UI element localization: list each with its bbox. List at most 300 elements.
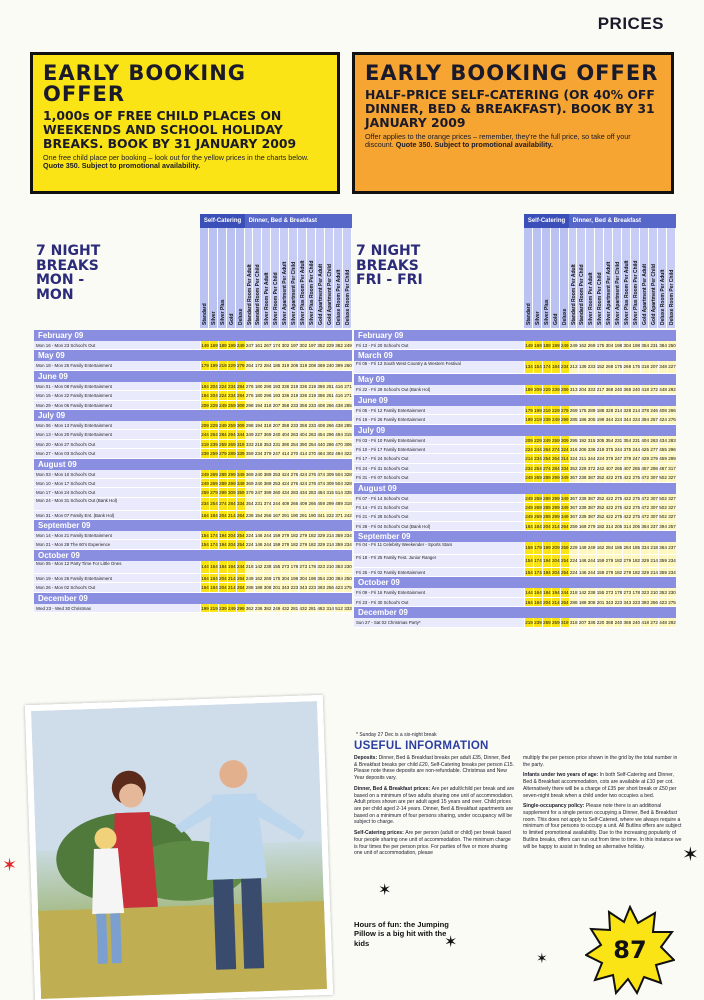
table-row: [354, 341, 676, 350]
price-cell: 269: [569, 407, 578, 413]
table-row: [354, 588, 676, 597]
price-cell: 275: [632, 495, 641, 501]
price-cell: 249: [236, 343, 245, 348]
price-cell: 249: [245, 575, 254, 581]
price-cell: 194: [219, 542, 227, 548]
column-header-label: Gold: [228, 313, 235, 325]
price-cell: 199: [210, 363, 218, 369]
price-cell: 159: [272, 542, 281, 548]
price-cell: 353: [263, 441, 272, 447]
price-cell: 322: [344, 451, 352, 457]
info-text: In both Self-Catering and Dinner, Bed & Breakfast accommodation, cots are available at £10 per cot. Alternatively there will be a charge of £35 per short break or £50 per seven-night break when a child under two occupies a bed.: [523, 772, 677, 799]
price-cell: 371: [335, 512, 343, 518]
price-cell: 249: [560, 343, 569, 348]
column-header-label: Deluxe Room Per Child: [344, 269, 351, 325]
price-cell: 159: [524, 542, 533, 554]
price-cell: 276: [668, 417, 676, 423]
price-cell: 438: [335, 422, 343, 428]
price-cell: 179: [525, 407, 533, 413]
offer-body: One free child place per booking – look out for the yellow prices in the charts below. Quote 350. Subject to promotional availability.: [43, 152, 309, 171]
price-cell: 179: [533, 542, 542, 554]
price-cell: 264: [543, 446, 551, 452]
price-cell: 336: [299, 393, 308, 399]
table-row: [354, 512, 676, 521]
price-cell: 270: [308, 451, 317, 457]
table-row: [354, 503, 676, 512]
price-cell: 315: [326, 490, 334, 496]
price-cell: 210: [325, 561, 334, 573]
price-cell: 308: [587, 599, 596, 605]
price-cell: 288: [245, 585, 254, 591]
price-cell: 164: [534, 590, 542, 596]
price-cell: 240: [614, 620, 623, 626]
price-cell: 209: [551, 542, 560, 554]
row-label: Fri 14 - Fri 21 School's Out: [356, 504, 409, 510]
price-cell: 422: [605, 495, 614, 501]
table-row: [354, 361, 676, 374]
column-header: [236, 228, 245, 328]
month-header: October 09: [354, 577, 676, 588]
row-label: Mon 10 - Mon 17 School's Out: [36, 480, 96, 486]
row-label: Sun 27 - Sat 02 Christmas Party*: [356, 620, 421, 626]
price-cell: 299: [552, 495, 560, 501]
price-cell: 298: [245, 402, 254, 408]
price-cell: 227: [254, 432, 263, 438]
column-header: [334, 228, 343, 328]
price-cell: 231: [632, 437, 641, 443]
price-cell: 489: [334, 498, 343, 510]
price-cell: 289: [219, 471, 227, 477]
price-cell: 198: [614, 343, 623, 348]
group-label-dbb: Dinner, Bed & Breakfast: [569, 214, 676, 228]
price-cell: 279: [650, 456, 658, 462]
info-text: multiply the per person price shown in the grid by the total number in the party.: [523, 755, 678, 768]
price-cell: 408: [659, 407, 667, 413]
price-cell: 349: [245, 432, 254, 438]
price-cell: 284: [236, 383, 245, 389]
price-cell: 175: [272, 575, 281, 581]
offer-title: EARLY BOOKING OFFER: [365, 61, 659, 85]
price-cell: 434: [281, 490, 290, 496]
price-cell: 314: [605, 523, 614, 529]
price-cell: 199: [542, 542, 551, 554]
price-cell: 434: [299, 490, 308, 496]
useful-information: [354, 740, 684, 861]
price-cell: 269: [263, 575, 272, 581]
table-row: [34, 479, 352, 488]
price-cell: 259: [228, 402, 236, 408]
price-cell: 182: [290, 542, 299, 548]
price-cell: 220: [596, 620, 605, 626]
price-cell: 281: [290, 605, 299, 611]
month-header: June 09: [354, 395, 676, 406]
price-cell: 194: [219, 533, 227, 539]
price-cell: 359: [236, 490, 245, 496]
price-cell: 298: [650, 465, 658, 471]
row-cells: [200, 511, 352, 519]
price-cell: 257: [668, 523, 676, 529]
price-cell: 259: [219, 441, 227, 447]
price-cell: 201: [596, 599, 605, 605]
column-header-label: Deluxe Room Per Adult: [335, 269, 342, 325]
column-header: [524, 228, 533, 328]
price-cell: 387: [587, 495, 596, 501]
price-cell: 254: [236, 542, 245, 548]
price-cell: 162: [596, 542, 605, 554]
price-cell: 164: [201, 512, 209, 518]
table-row: [34, 470, 352, 479]
price-cell: 459: [659, 456, 667, 462]
column-header: [343, 228, 352, 328]
price-cell: 487: [659, 465, 667, 471]
month-header: August 09: [354, 483, 676, 494]
price-cell: 329: [317, 542, 326, 548]
row-cells: [524, 415, 676, 423]
price-cell: 204: [228, 533, 236, 539]
price-cell: 284: [622, 542, 631, 554]
price-cell: 302: [299, 343, 308, 348]
price-cell: 309: [228, 490, 236, 496]
column-header: [586, 228, 595, 328]
row-label: Fri 31 - Fri 07 School's Out: [356, 475, 409, 481]
column-header: [227, 228, 236, 328]
price-cell: 219: [210, 605, 218, 611]
column-header-label: Silver Plus Room Per Child: [633, 260, 640, 325]
price-cell: 154: [254, 512, 263, 518]
price-cell: 218: [245, 561, 254, 573]
price-cell: 334: [560, 465, 569, 471]
price-cell: 318: [263, 422, 272, 428]
price-cell: 218: [254, 441, 263, 447]
column-header-label: Standard Room Per Child: [255, 264, 262, 325]
price-cell: 189: [219, 343, 227, 348]
price-cell: 172: [254, 363, 263, 369]
row-label: Fri 21 - Fri 28 School's Out: [356, 514, 409, 520]
price-cell: 289: [219, 480, 227, 486]
price-cell: 259: [228, 422, 236, 428]
price-cell: 180: [254, 393, 263, 399]
price-cell: 307: [650, 475, 658, 481]
table-row: [354, 415, 676, 424]
price-cell: 414: [299, 451, 308, 457]
price-cell: 272: [650, 387, 658, 393]
row-label: Wed 23 - Wed 30 Christmas: [36, 605, 91, 611]
row-cells: [200, 540, 352, 548]
price-cell: 188: [578, 599, 587, 605]
row-cells: [200, 531, 352, 539]
price-cell: 279: [622, 555, 631, 567]
price-cell: 249: [525, 504, 533, 510]
price-cell: 457: [641, 465, 650, 471]
price-cell: 194: [254, 402, 263, 408]
row-cells: [524, 568, 676, 576]
column-header: [560, 228, 569, 328]
price-cell: 252: [596, 475, 605, 481]
price-cell: 344: [587, 456, 596, 462]
useful-column-1: [354, 755, 515, 861]
price-cell: 211: [578, 456, 587, 462]
price-cell: 343: [623, 599, 632, 605]
price-cell: 296: [263, 383, 272, 389]
price-cell: 296: [326, 432, 334, 438]
price-cell: 239: [578, 475, 587, 481]
month-header: December 09: [354, 607, 676, 618]
price-cell: 164: [201, 585, 209, 591]
price-cell: 387: [587, 504, 596, 510]
price-cell: 384: [659, 343, 667, 348]
price-cell: 369: [245, 480, 254, 486]
price-cell: 333: [587, 387, 596, 393]
price-cell: 229: [534, 437, 542, 443]
useful-title: USEFUL INFORMATION: [354, 740, 489, 752]
price-cell: 234: [228, 383, 236, 389]
price-cell: 349: [236, 471, 245, 477]
price-cell: 146: [578, 570, 587, 576]
price-cell: 244: [201, 432, 209, 438]
price-cell: 224: [219, 393, 227, 399]
price-cell: 244: [632, 446, 641, 452]
table-row: [354, 406, 676, 415]
price-cell: 251: [326, 393, 334, 399]
price-cell: 314: [326, 605, 334, 611]
column-header-label: Silver Plus Room Per Adult: [624, 260, 631, 325]
price-cell: 213: [569, 361, 578, 373]
price-cell: 440: [317, 441, 326, 447]
price-cell: 184: [218, 561, 227, 573]
price-cell: 386: [317, 393, 326, 399]
price-cell: 214: [228, 585, 236, 591]
price-cell: 399: [335, 363, 343, 369]
price-cell: 409: [298, 498, 307, 510]
table-row: [354, 464, 676, 473]
price-cell: 205: [596, 437, 605, 443]
price-cell: 336: [299, 383, 308, 389]
row-label: Mon 03 - Mon 10 School's Out: [36, 471, 96, 477]
family-photo: [25, 695, 333, 1000]
price-cell: 249: [228, 605, 236, 611]
column-header-label: Deluxe Room Per Adult: [659, 269, 666, 325]
price-cell: 327: [668, 504, 676, 510]
row-cells: [200, 401, 352, 409]
price-cell: 174: [533, 555, 542, 567]
column-header: [569, 228, 578, 328]
price-cell: 295: [569, 437, 578, 443]
price-cell: 472: [641, 514, 650, 520]
price-cell: 263: [308, 432, 317, 438]
star-icon: ✶: [2, 855, 18, 875]
price-cell: 327: [668, 514, 676, 520]
price-cell: 275: [632, 514, 641, 520]
price-cell: 502: [659, 504, 667, 510]
table-row: [34, 574, 352, 583]
useful-column-2: [523, 755, 684, 861]
price-cell: 264: [236, 512, 245, 518]
price-cell: 204: [578, 387, 587, 393]
column-header: [316, 228, 325, 328]
price-cell: 359: [335, 542, 343, 548]
price-cell: 432: [299, 605, 308, 611]
price-cell: 214: [649, 555, 658, 567]
price-cell: 393: [641, 599, 650, 605]
price-cell: 204: [228, 542, 236, 548]
price-cell: 327: [668, 495, 676, 501]
price-cell: 424: [281, 471, 290, 477]
price-cell: 230: [343, 561, 352, 573]
column-header: [649, 228, 658, 328]
price-cell: 404: [299, 432, 308, 438]
price-cell: 229: [578, 465, 587, 471]
price-cell: 204: [543, 523, 551, 529]
price-cell: 429: [641, 456, 650, 462]
column-header-label: Silver: [534, 311, 541, 325]
price-cell: 393: [317, 585, 326, 591]
price-cell: 190: [290, 512, 299, 518]
price-cell: 184: [210, 575, 218, 581]
table-body: [34, 330, 352, 613]
price-cell: 182: [596, 523, 605, 529]
price-cell: 182: [632, 570, 641, 576]
price-cell: 223: [614, 599, 623, 605]
price-cell: 266: [326, 422, 334, 428]
price-cell: 169: [534, 343, 542, 348]
column-header-label: Standard Room Per Adult: [570, 264, 577, 325]
price-cell: 259: [543, 620, 551, 626]
price-cell: 233: [290, 422, 299, 428]
row-cells: [200, 421, 352, 429]
price-cell: 369: [245, 471, 254, 477]
table-row: [354, 522, 676, 531]
price-cell: 249: [219, 402, 227, 408]
row-label: Mon 31 - Mon 07 Family Ent. (Bank Hol): [36, 512, 115, 518]
price-cell: 199: [228, 343, 236, 348]
price-cell: 358: [281, 422, 290, 428]
price-cell: 424: [299, 471, 308, 477]
price-cell: 279: [210, 490, 218, 496]
price-cell: 174: [534, 570, 542, 576]
price-cell: 234: [560, 361, 569, 373]
price-cell: 472: [641, 475, 650, 481]
column-header-label: Silver Apartment Per Adult: [606, 261, 613, 325]
price-cell: 349: [236, 480, 245, 486]
column-header-label: Silver Apartment Per Adult: [282, 261, 289, 325]
price-cell: 239: [578, 504, 587, 510]
price-cell: 184: [201, 393, 209, 399]
price-cell: 239: [201, 451, 209, 457]
price-cell: 178: [632, 590, 641, 596]
price-cell: 328: [344, 471, 352, 477]
price-cell: 336: [281, 393, 290, 399]
price-cell: 167: [272, 512, 281, 518]
table-row: [34, 440, 352, 449]
price-cell: 263: [650, 437, 658, 443]
price-cell: 276: [245, 393, 254, 399]
price-cell: 390: [281, 441, 290, 447]
row-cells: [200, 382, 352, 390]
price-cell: 353: [334, 561, 343, 573]
table-row: [34, 583, 352, 592]
price-cell: 269: [534, 504, 542, 510]
price-cell: 474: [317, 480, 326, 486]
price-cell: 283: [308, 490, 317, 496]
price-cell: 234: [200, 498, 209, 510]
price-cell: 267: [263, 343, 272, 348]
price-cell: 218: [569, 590, 578, 596]
month-header: September 09: [354, 531, 676, 542]
price-cell: 344: [605, 417, 614, 423]
row-label: Fri 07 - Fri 14 School's Out: [356, 495, 409, 501]
price-cell: 369: [263, 432, 272, 438]
price-cell: 254: [543, 456, 551, 462]
price-cell: 364: [641, 523, 650, 529]
price-cell: 197: [290, 343, 299, 348]
price-cell: 204: [551, 555, 560, 567]
price-cell: 257: [650, 417, 658, 423]
price-cell: 269: [587, 343, 596, 348]
price-cell: 379: [263, 451, 272, 457]
price-cell: 233: [308, 402, 317, 408]
price-cell: 302: [326, 451, 334, 457]
row-cells: [524, 406, 676, 414]
column-header: [622, 228, 631, 328]
column-header: [604, 228, 613, 328]
row-label: Fri 23 - Fri 30 School's Out: [356, 599, 409, 605]
price-cell: 474: [317, 471, 326, 477]
column-header: [253, 228, 262, 328]
price-cell: 266: [289, 498, 298, 510]
info-paragraph: [523, 772, 684, 799]
column-header-label: Deluxe: [237, 308, 244, 325]
month-header: May 09: [34, 350, 352, 361]
price-cell: 252: [596, 495, 605, 501]
row-label: Mon 17 - Mon 24 School's Out: [36, 490, 96, 496]
price-cell: 175: [596, 343, 605, 348]
price-cell: 219: [534, 417, 542, 423]
price-cell: 472: [641, 495, 650, 501]
page-number-badge: [585, 905, 675, 995]
price-cell: 279: [281, 533, 290, 539]
price-cell: 152: [596, 361, 605, 373]
price-cell: 284: [263, 363, 272, 369]
price-cell: 408: [317, 402, 326, 408]
price-cell: 289: [543, 475, 551, 481]
price-cell: 219: [543, 407, 551, 413]
column-header: [667, 228, 676, 328]
row-cells: [524, 473, 676, 481]
row-cells: [200, 583, 352, 591]
price-cell: 174: [210, 542, 218, 548]
column-header-label: Standard: [525, 303, 532, 325]
price-cell: 249: [201, 471, 209, 477]
price-cell: 198: [632, 343, 641, 348]
price-cell: 208: [308, 363, 317, 369]
price-cell: 244: [263, 542, 272, 548]
price-cell: 224: [632, 417, 641, 423]
row-cells: [524, 522, 676, 530]
price-cell: 254: [290, 441, 299, 447]
price-cell: 292: [668, 387, 676, 393]
price-cell: 387: [587, 514, 596, 520]
table-row: [354, 568, 676, 577]
price-cell: 214: [326, 542, 334, 548]
info-paragraph: [523, 755, 684, 768]
price-cell: 185: [613, 542, 622, 554]
price-cell: 154: [533, 361, 542, 373]
photo-caption: Hours of fun: the Jumping Pillow is a big hit with the kids: [354, 920, 449, 948]
price-cell: 459: [316, 498, 325, 510]
row-label: Mon 29 - Mon 06 Family Entertainment: [36, 402, 112, 408]
price-cell: 390: [299, 441, 308, 447]
price-cell: 182: [308, 542, 317, 548]
